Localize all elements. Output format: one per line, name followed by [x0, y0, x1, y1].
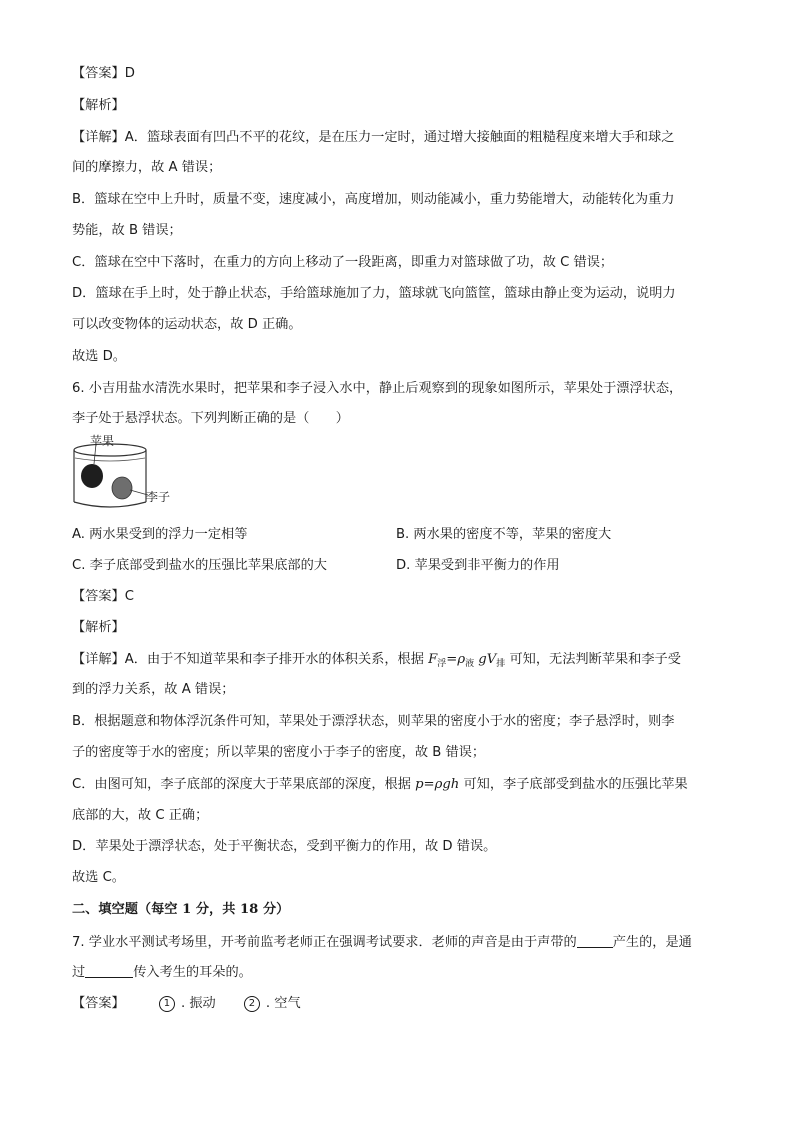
q5-detail-c: C．篮球在空中下落时，在重力的方向上移动了一段距离，即重力对篮球做了功，故 C 错误； — [72, 255, 614, 270]
q6-options — [72, 525, 732, 585]
q5-detail-b1: B．篮球在空中上升时，质量不变，速度减小，高度增加，则动能减小，重力势能增大，动能转化为重力 — [72, 192, 675, 207]
q5-answer-line — [72, 64, 135, 84]
q6-conclusion: 故选 C。 — [72, 870, 125, 885]
answer-tag: 【答案】 — [72, 589, 125, 604]
answer-item-1: 1 . 振动 — [159, 996, 216, 1011]
q5-detail-d2: 可以改变物体的运动状态，故 D 正确。 — [72, 317, 302, 332]
q6-detail-a1 — [72, 650, 681, 674]
circled-number-2: 2 — [244, 996, 260, 1012]
q5-detail-a1 — [72, 128, 674, 148]
apple-label: 苹果 — [90, 434, 115, 448]
q7-stem-line2 — [72, 963, 252, 983]
section-title: 二、填空题（每空 1 分，共 18 分） — [72, 902, 290, 917]
fill-blank-2[interactable] — [85, 963, 133, 978]
option-b: B. 两水果的密度不等，苹果的密度大 — [396, 527, 612, 542]
q6-detail-b2: 子的密度等于水的密度；所以苹果的密度小于李子的密度，故 B 错误； — [72, 745, 486, 760]
detail-text: C．由图可知，李子底部的深度大于苹果底部的深度，根据 — [72, 777, 416, 792]
detail-tag: 【详解】 — [72, 652, 125, 667]
q7-answer-line — [72, 994, 301, 1014]
q6-analysis-tag: 【解析】 — [72, 620, 125, 635]
q6-stem-line1: 6. 小吉用盐水清洗水果时，把苹果和李子浸入水中，静止后观察到的现象如图所示，苹果处于漂浮状态， — [72, 381, 683, 396]
q6-answer-line — [72, 587, 134, 607]
detail-tag: 【详解】 — [72, 130, 125, 145]
q5-detail-a2: 间的摩擦力，故 A 错误； — [72, 160, 222, 175]
q5-detail-b2: 势能，故 B 错误； — [72, 223, 182, 238]
answer-value: C — [124, 589, 134, 604]
buoyancy-formula: $F_浮=\rho_液$ $gV_排$ — [428, 652, 506, 669]
option-c: C. 李子底部受到盐水的压强比苹果底部的大 — [72, 558, 327, 573]
q6-detail-c2: 底部的大，故 C 正确； — [72, 808, 209, 823]
pressure-formula: p=ρgh — [415, 777, 460, 792]
answer-tag: 【答案】 — [72, 996, 125, 1011]
q6-detail-d: D．苹果处于漂浮状态，处于平衡状态，受到平衡力的作用，故 D 错误。 — [72, 839, 497, 854]
apple-shape — [81, 464, 103, 488]
q7-stem-line1 — [72, 933, 692, 953]
circled-number-1: 1 — [159, 996, 175, 1012]
q6-detail-b1: B．根据题意和物体浮沉条件可知，苹果处于漂浮状态，则苹果的密度小于水的密度；李子悬浮时，则李 — [72, 714, 675, 729]
fill-blank-1[interactable] — [577, 933, 613, 948]
stem-text: 产生的，是通 — [612, 935, 692, 950]
option-a: A. 两水果受到的浮力一定相等 — [72, 527, 248, 542]
q6-detail-c1 — [72, 775, 688, 795]
beaker-figure — [68, 438, 178, 518]
answer-value: D — [124, 66, 135, 81]
option-d: D. 苹果受到非平衡力的作用 — [396, 558, 560, 573]
q5-detail-d1: D．篮球在手上时，处于静止状态，手给篮球施加了力，篮球就飞向篮筐，篮球由静止变为运动，说明力 — [72, 286, 676, 301]
water-surface — [75, 458, 145, 461]
q6-figure — [68, 434, 178, 518]
detail-text: A．篮球表面有凹凸不平的花纹，是在压力一定时，通过增大接触面的粗糙程度来增大手和球之 — [124, 130, 675, 145]
stem-text: 过 — [72, 965, 86, 980]
q6-detail-a2: 到的浮力关系，故 A 错误； — [72, 682, 235, 697]
detail-text: 可知，无法判断苹果和李子受 — [505, 652, 681, 667]
q5-conclusion: 故选 D。 — [72, 349, 126, 364]
answer-tag: 【答案】 — [72, 66, 125, 81]
stem-text: 7. 学业水平测试考场里，开考前监考老师正在强调考试要求．老师的声音是由于声带的 — [72, 935, 577, 950]
stem-text: 传入考生的耳朵的。 — [133, 965, 252, 980]
plum-shape — [112, 477, 132, 499]
plum-label: 李子 — [146, 490, 171, 504]
q6-stem-line2: 李子处于悬浮状态。下列判断正确的是（ ） — [72, 411, 349, 426]
detail-text: 可知，李子底部受到盐水的压强比苹果 — [459, 777, 688, 792]
detail-text: A．由于不知道苹果和李子排开水的体积关系，根据 — [124, 652, 429, 667]
q5-analysis-tag: 【解析】 — [72, 98, 125, 113]
answer-item-2: 2 . 空气 — [244, 996, 301, 1011]
